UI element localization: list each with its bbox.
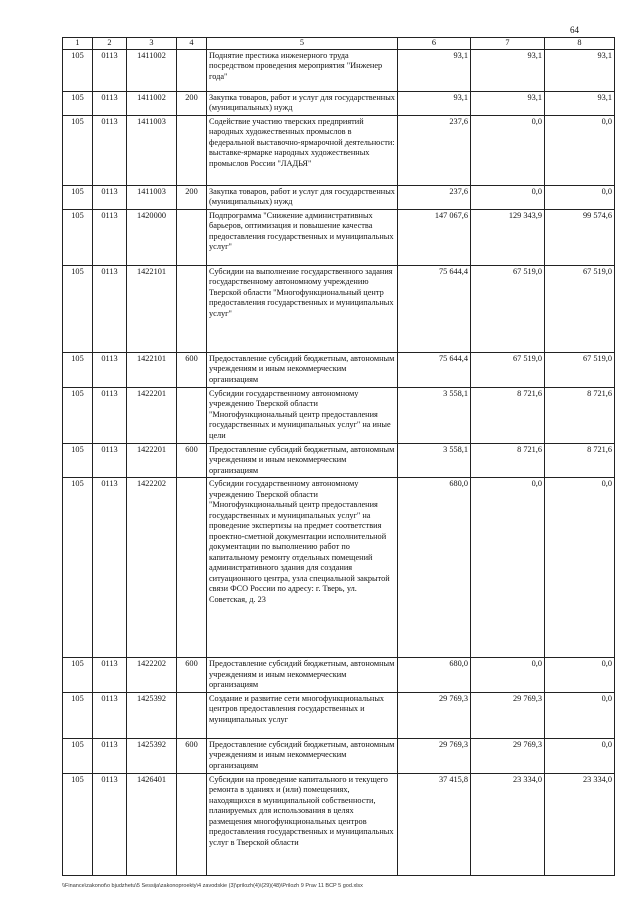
expense-type-code [177,115,207,185]
amount-col6: 93,1 [398,91,471,115]
table-row [63,658,615,693]
section-code: 0113 [93,209,127,265]
target-article-code: 1422101 [127,352,177,387]
section-code: 0113 [93,443,127,478]
column-header: 7 [471,38,545,50]
item-name: Субсидии на выполнение государственного задания государственному автономному учреждению Тверской области "Многофункциональный центр предоставления государственных и муниципальных услуг" [207,265,398,352]
amount-col8: 93,1 [545,91,615,115]
chapter-code: 105 [63,773,93,875]
section-code: 0113 [93,387,127,443]
chapter-code: 105 [63,478,93,658]
amount-col7: 0,0 [471,115,545,185]
target-article-code: 1411002 [127,49,177,91]
chapter-code: 105 [63,265,93,352]
table-row [63,387,615,443]
section-code: 0113 [93,692,127,738]
target-article-code: 1425392 [127,738,177,773]
section-code: 0113 [93,265,127,352]
chapter-code: 105 [63,185,93,209]
header-row [63,38,615,50]
amount-col7: 93,1 [471,49,545,91]
amount-col7: 67 519,0 [471,352,545,387]
expense-type-code: 600 [177,738,207,773]
table-row [63,265,615,352]
item-name: Предоставление субсидий бюджетным, автономным учреждениям и иным некоммерческим организациям [207,658,398,693]
item-name: Содействие участию тверских предприятий народных художественных промыслов в федеральной выставочно-ярмарочной деятельности: выставке-ярмарке народных художественных промыслов России "ЛАДЬЯ" [207,115,398,185]
amount-col8: 8 721,6 [545,443,615,478]
expense-type-code [177,49,207,91]
target-article-code: 1420000 [127,209,177,265]
target-article-code: 1411003 [127,185,177,209]
amount-col6: 29 769,3 [398,738,471,773]
amount-col6: 147 067,6 [398,209,471,265]
column-header: 5 [207,38,398,50]
amount-col6: 237,6 [398,115,471,185]
table-row [63,209,615,265]
table-row [63,773,615,875]
amount-col6: 37 415,8 [398,773,471,875]
expense-type-code: 200 [177,91,207,115]
target-article-code: 1426401 [127,773,177,875]
item-name: Субсидии на проведение капитального и текущего ремонта в зданиях и (или) помещениях, находящихся в муниципальной собственности, планируемых для использования в целях размещения многофункциональных центров предоставления государственных и муниципальных услуг в Тверской области [207,773,398,875]
amount-col8: 8 721,6 [545,387,615,443]
section-code: 0113 [93,478,127,658]
target-article-code: 1425392 [127,692,177,738]
table-row [63,352,615,387]
table-row [63,478,615,658]
target-article-code: 1422202 [127,478,177,658]
amount-col8: 0,0 [545,478,615,658]
amount-col7: 29 769,3 [471,692,545,738]
chapter-code: 105 [63,738,93,773]
amount-col8: 0,0 [545,115,615,185]
amount-col6: 3 558,1 [398,443,471,478]
table-row [63,692,615,738]
item-name: Создание и развитие сети многофункциональных центров предоставления государственных и муниципальных услуг [207,692,398,738]
item-name: Предоставление субсидий бюджетным, автономным учреждениям и иным некоммерческим организациям [207,443,398,478]
section-code: 0113 [93,185,127,209]
amount-col6: 75 644,4 [398,265,471,352]
amount-col8: 0,0 [545,738,615,773]
amount-col6: 237,6 [398,185,471,209]
target-article-code: 1422201 [127,387,177,443]
amount-col7: 67 519,0 [471,265,545,352]
chapter-code: 105 [63,115,93,185]
amount-col8: 93,1 [545,49,615,91]
amount-col7: 0,0 [471,478,545,658]
chapter-code: 105 [63,387,93,443]
amount-col7: 8 721,6 [471,387,545,443]
amount-col8: 0,0 [545,185,615,209]
chapter-code: 105 [63,49,93,91]
table-row [63,738,615,773]
chapter-code: 105 [63,91,93,115]
expense-type-code: 600 [177,443,207,478]
item-name: Субсидии государственному автономному учреждению Тверской области "Многофункциональный центр предоставления государственных и муниципальных услуг" на проведение экспертизы на предмет соответствия проектно-сметной документации исполнительной документации по выполнению работ по капитальному ремонту отдельных помещений административного здания для создания ситуационного центра, узла специальной закрытой связи ФСО России по адресу: г. Тверь, ул. Советская, д. 23 [207,478,398,658]
amount-col6: 29 769,3 [398,692,471,738]
expense-type-code: 600 [177,352,207,387]
table-row [63,91,615,115]
section-code: 0113 [93,115,127,185]
amount-col6: 93,1 [398,49,471,91]
table-row [63,49,615,91]
column-header: 1 [63,38,93,50]
item-name: Предоставление субсидий бюджетным, автономным учреждениям и иным некоммерческим организациям [207,352,398,387]
item-name: Закупка товаров, работ и услуг для государственных (муниципальных) нужд [207,185,398,209]
section-code: 0113 [93,773,127,875]
file-path-footer: \\Finance\zakonot\o bjudzhetu\5 Sessija\zakonoproekty\4 zavodskie (3)\prilozh(4)\(29)(48)\Prilozh 9 Prav 11 BCP 5 god.xlsx [62,883,363,889]
amount-col7: 129 343,9 [471,209,545,265]
chapter-code: 105 [63,692,93,738]
page-number: 64 [570,25,579,35]
section-code: 0113 [93,91,127,115]
table-row [63,443,615,478]
item-name: Предоставление субсидий бюджетным, автономным учреждениям и иным некоммерческим организациям [207,738,398,773]
target-article-code: 1422202 [127,658,177,693]
amount-col7: 23 334,0 [471,773,545,875]
item-name: Подпрограмма "Снижение административных барьеров, оптимизация и повышение качества предоставления государственных и муниципальных услуг" [207,209,398,265]
expense-type-code [177,265,207,352]
expense-type-code [177,692,207,738]
section-code: 0113 [93,352,127,387]
chapter-code: 105 [63,443,93,478]
amount-col6: 680,0 [398,478,471,658]
chapter-code: 105 [63,658,93,693]
amount-col8: 99 574,6 [545,209,615,265]
item-name: Субсидии государственному автономному учреждению Тверской области "Многофункциональный центр предоставления государственных и муниципальных услуг" на иные цели [207,387,398,443]
amount-col8: 67 519,0 [545,352,615,387]
amount-col7: 0,0 [471,185,545,209]
section-code: 0113 [93,49,127,91]
amount-col7: 29 769,3 [471,738,545,773]
target-article-code: 1422101 [127,265,177,352]
target-article-code: 1411003 [127,115,177,185]
amount-col8: 67 519,0 [545,265,615,352]
table-row [63,185,615,209]
expense-type-code [177,478,207,658]
amount-col6: 3 558,1 [398,387,471,443]
amount-col6: 680,0 [398,658,471,693]
column-header: 4 [177,38,207,50]
budget-table [62,37,615,876]
expense-type-code [177,209,207,265]
column-header: 3 [127,38,177,50]
item-name: Закупка товаров, работ и услуг для государственных (муниципальных) нужд [207,91,398,115]
amount-col8: 0,0 [545,692,615,738]
expense-type-code: 600 [177,658,207,693]
amount-col8: 23 334,0 [545,773,615,875]
amount-col8: 0,0 [545,658,615,693]
target-article-code: 1411002 [127,91,177,115]
expense-type-code: 200 [177,185,207,209]
amount-col7: 8 721,6 [471,443,545,478]
amount-col7: 0,0 [471,658,545,693]
amount-col6: 75 644,4 [398,352,471,387]
column-header: 2 [93,38,127,50]
expense-type-code [177,773,207,875]
target-article-code: 1422201 [127,443,177,478]
column-header: 6 [398,38,471,50]
chapter-code: 105 [63,352,93,387]
section-code: 0113 [93,658,127,693]
item-name: Поднятие престижа инженерного труда посредством проведения мероприятия "Инженер года" [207,49,398,91]
table-row [63,115,615,185]
column-header: 8 [545,38,615,50]
amount-col7: 93,1 [471,91,545,115]
expense-type-code [177,387,207,443]
chapter-code: 105 [63,209,93,265]
section-code: 0113 [93,738,127,773]
